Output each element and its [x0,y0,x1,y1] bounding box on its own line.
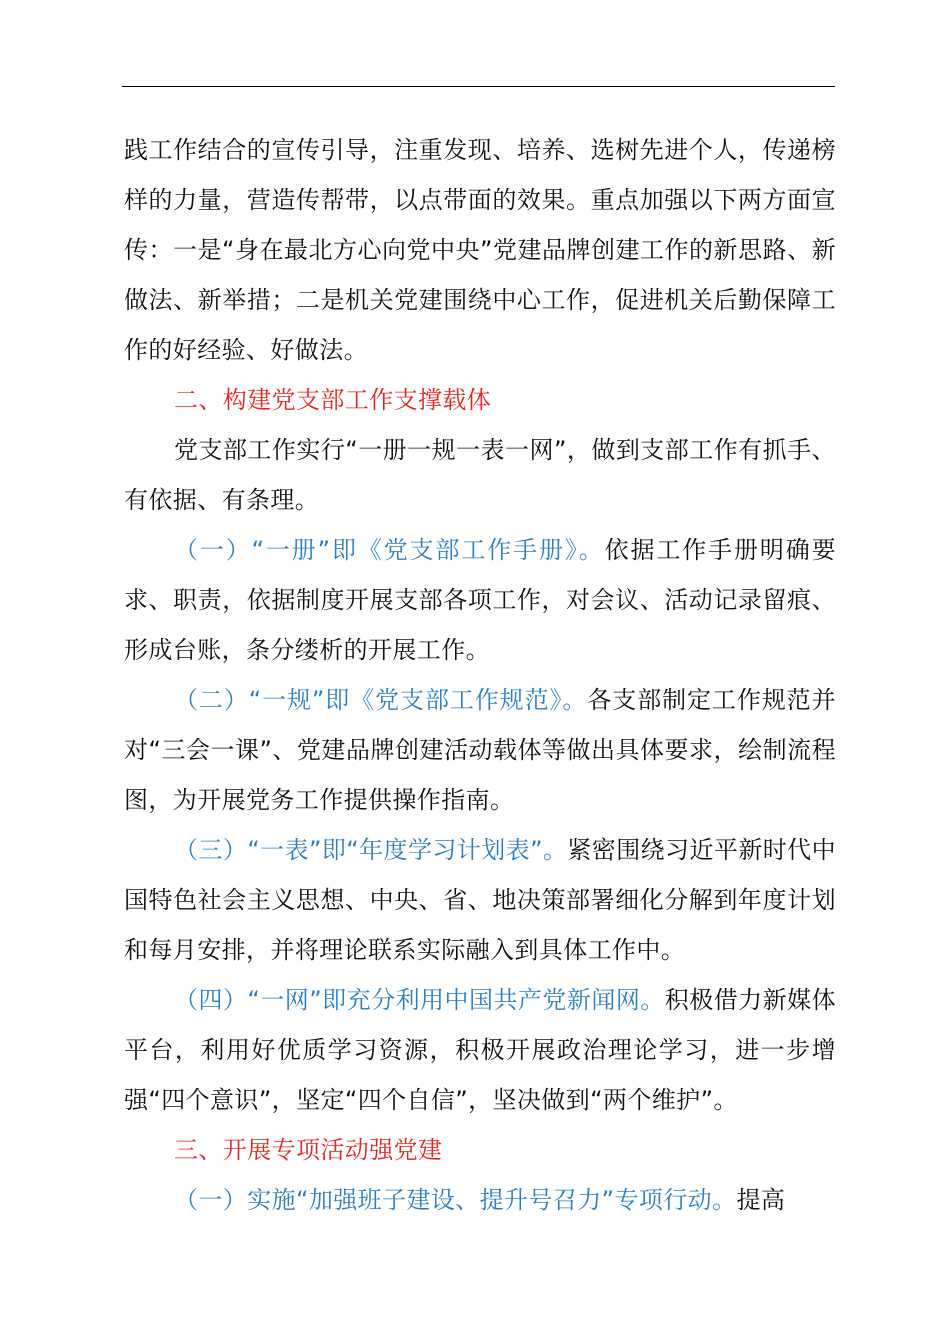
subsection-lead: （四）“一网”即充分利用中国共产党新闻网。 [174,986,665,1014]
subsection-lead: （一）“一册”即《党支部工作手册》。 [174,536,605,564]
subsection-lead: （三）“一表”即“年度学习计划表”。 [174,836,568,864]
section-heading [124,375,836,425]
document-body [124,125,836,1225]
subsection-paragraph [124,975,836,1125]
section-heading [124,1125,836,1175]
paragraph-text: 依据工作手册明确要求、职责，依据制度开展支部各项工作，对会议、活动记录留痕、形成台账，条分缕析的开展工作。 [124,536,836,664]
paragraph-text: 积极借力新媒体平台，利用好优质学习资源，积极开展政治理论学习，进一步增强“四个意识”，坚定“四个自信”，坚决做到“两个维护”。 [124,986,836,1114]
header-rule [122,86,835,87]
subsection-paragraph [124,525,836,675]
paragraph-text: 党支部工作实行“一册一规一表一网”，做到支部工作有抓手、有依据、有条理。 [124,436,836,514]
paragraph-text: 各支部制定工作规范并对“三会一课”、党建品牌创建活动载体等做出具体要求，绘制流程图，为开展党务工作提供操作指南。 [124,686,836,814]
paragraph-continuation [124,125,836,375]
section-heading-text: 三、开展专项活动强党建 [174,1136,443,1164]
paragraph-text: 紧密围绕习近平新时代中国特色社会主义思想、中央、省、地决策部署细化分解到年度计划和每月安排，并将理论联系实际融入到具体工作中。 [124,836,836,964]
subsection-paragraph [124,1175,836,1225]
subsection-paragraph [124,825,836,975]
paragraph [124,425,836,525]
subsection-paragraph [124,675,836,825]
paragraph-text: 提高 [736,1186,786,1214]
paragraph-text: 践工作结合的宣传引导，注重发现、培养、选树先进个人，传递榜样的力量，营造传帮带，以点带面的效果。重点加强以下两方面宣传：一是“身在最北方心向党中央”党建品牌创建工作的新思路、新做法、新举措；二是机关党建围绕中心工作，促进机关后勤保障工作的好经验、好做法。 [124,136,836,364]
subsection-lead: （二）“一规”即《党支部工作规范》。 [174,686,588,714]
subsection-lead: （一）实施“加强班子建设、提升号召力”专项行动。 [174,1186,737,1214]
section-heading-text: 二、构建党支部工作支撑载体 [174,386,492,414]
